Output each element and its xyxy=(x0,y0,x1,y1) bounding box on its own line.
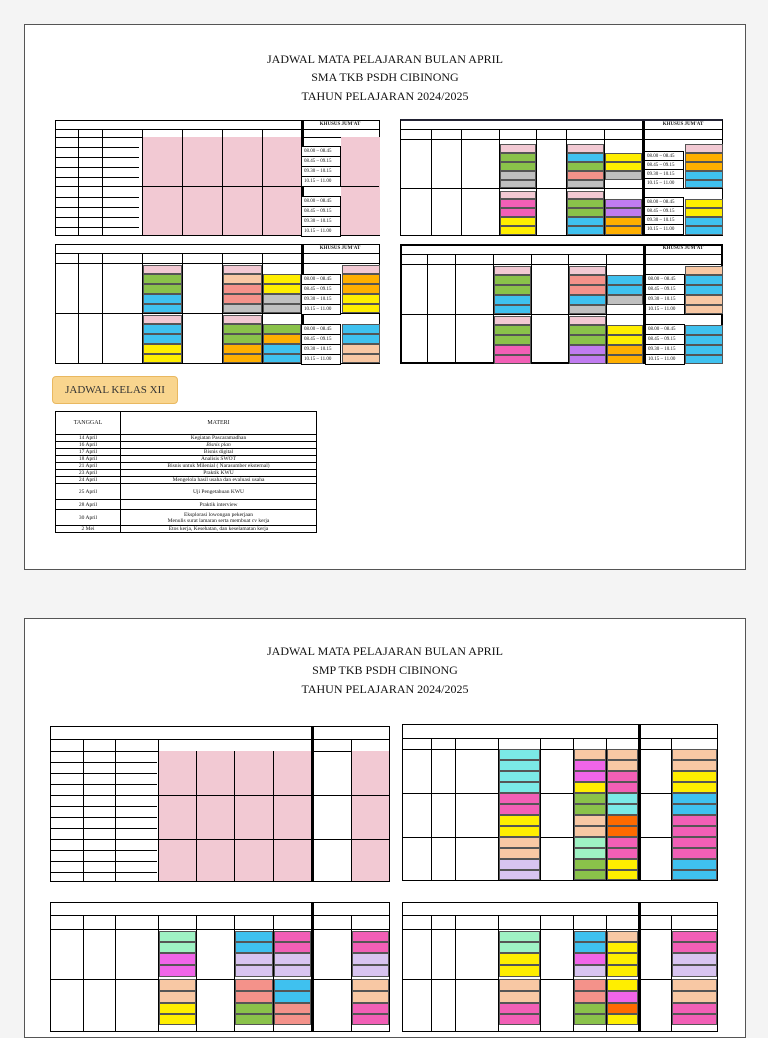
tanggal-cell: 16 April xyxy=(56,442,121,449)
tanggal-cell: 25 April xyxy=(56,484,121,500)
materi-cell: Bisnis plan xyxy=(121,442,317,449)
materi-cell: Etos kerja, Kesehatan, dan keselamatan kerja xyxy=(121,526,317,533)
smp-grid-top-left xyxy=(50,726,390,882)
materi-cell: Bisnis digital xyxy=(121,449,317,456)
sma-time-1d: 10.15 – 11.00 xyxy=(301,176,341,187)
table-row xyxy=(56,500,317,510)
materi-cell xyxy=(121,510,317,526)
sma-time-2e: 08.00 – 08.45 xyxy=(644,197,684,208)
sma-time-2d: 10.15 – 11.00 xyxy=(644,178,684,189)
sma-time-1b: 08.45 – 09.15 xyxy=(301,156,341,167)
sma-title-line3: TAHUN PELAJARAN 2024/2025 xyxy=(301,89,469,103)
table-row xyxy=(56,435,317,442)
sma-time-4d: 10.15 – 11.00 xyxy=(645,304,685,315)
table-row xyxy=(56,456,317,463)
tanggal-cell: 30 April xyxy=(56,510,121,526)
sma-time-1a: 08.00 – 08.45 xyxy=(301,146,341,157)
materi-cell: Praktik KWU xyxy=(121,470,317,477)
materi-cell: Analisis SWOT xyxy=(121,456,317,463)
sma-time-3a: 08.00 – 08.45 xyxy=(301,274,341,285)
sma-time-4f: 08.45 – 09.15 xyxy=(645,334,685,345)
smp-grid-bottom-left xyxy=(50,902,390,1032)
table-row xyxy=(56,477,317,484)
smp-tl-pink-right xyxy=(352,751,389,881)
table-row xyxy=(56,470,317,477)
sma-time-3h: 10.15 – 11.00 xyxy=(301,354,341,365)
sma-time-2h: 10.15 – 11.00 xyxy=(644,224,684,235)
sma-time-3b: 08.45 – 09.15 xyxy=(301,284,341,295)
sma-time-2b: 08.45 – 09.15 xyxy=(644,160,684,171)
sma-time-4g: 09.30 – 10.15 xyxy=(645,344,685,355)
sma-time-1f: 08.45 – 09.15 xyxy=(301,206,341,217)
sma-time-2c: 09.30 – 10.15 xyxy=(644,169,684,180)
materi-cell: Bisnis untuk Milenial ( Narasumber eksternal) xyxy=(121,463,317,470)
materi-cell: Kegiatan Pascaramadhan xyxy=(121,435,317,442)
sma-title-line1: JADWAL MATA PELAJARAN BULAN APRIL xyxy=(267,52,503,66)
sma-time-3d: 10.15 – 11.00 xyxy=(301,304,341,315)
materi-cell: Mengelola hasil usaha dan evaluasi usaha xyxy=(121,477,317,484)
tanggal-cell: 24 April xyxy=(56,477,121,484)
table-row xyxy=(56,442,317,449)
sma-time-1c: 09.30 – 10.15 xyxy=(301,166,341,177)
sma-time-4h: 10.15 – 11.00 xyxy=(645,354,685,365)
table-row xyxy=(56,510,317,526)
sma-time-1e: 08.00 – 08.45 xyxy=(301,196,341,207)
tanggal-cell: 17 April xyxy=(56,449,121,456)
tanggal-cell: 18 April xyxy=(56,456,121,463)
sma-khusus-label-3: KHUSUS JUM'AT xyxy=(319,246,361,251)
smp-grid-bottom-right xyxy=(402,902,718,1032)
materi-table-header xyxy=(56,412,317,435)
smp-title-line1: JADWAL MATA PELAJARAN BULAN APRIL xyxy=(267,644,503,658)
sma-time-4e: 08.00 – 08.45 xyxy=(645,324,685,335)
sma-time-4a: 08.00 – 08.45 xyxy=(645,274,685,285)
smp-title-line2: SMP TKB PSDH CIBINONG xyxy=(312,663,458,677)
tanggal-cell: 23 April xyxy=(56,470,121,477)
materi-line-2: Menulis surat lamaran serta membuat cv kerja xyxy=(167,517,270,524)
table-row xyxy=(56,526,317,533)
smp-tl-pink-block xyxy=(159,751,311,881)
sma-time-1h: 10.15 – 11.00 xyxy=(301,226,341,237)
sma-title-line2: SMA TKB PSDH CIBINONG xyxy=(311,70,459,84)
sma-time-2a: 08.00 – 08.45 xyxy=(644,151,684,162)
tanggal-cell: 2 Mei xyxy=(56,526,121,533)
table-row xyxy=(56,449,317,456)
sma-time-3g: 09.30 – 10.15 xyxy=(301,344,341,355)
table-row xyxy=(56,484,317,500)
materi-cell: Uji Pengetahuan KWU xyxy=(121,484,317,500)
tanggal-cell: 14 April xyxy=(56,435,121,442)
materi-cell: Praktik interview xyxy=(121,500,317,510)
sma-khusus-label-1: KHUSUS JUM'AT xyxy=(319,122,361,127)
sma-khusus-label-4: KHUSUS JUM'AT xyxy=(662,246,704,251)
sma-time-2f: 08.45 – 09.15 xyxy=(644,206,684,217)
sma-time-4c: 09.30 – 10.15 xyxy=(645,294,685,305)
kelas-xii-badge: JADWAL KELAS XII xyxy=(52,376,178,404)
sma-time-4b: 08.45 – 09.15 xyxy=(645,284,685,295)
sma-khusus-label-2: KHUSUS JUM'AT xyxy=(662,122,704,127)
sma-time-2g: 09.30 – 10.15 xyxy=(644,215,684,226)
sma-time-1g: 09.30 – 10.15 xyxy=(301,216,341,227)
materi-line-1: Eksplorasi lowongan pekerjaan xyxy=(183,511,254,518)
tanggal-header: TANGGAL xyxy=(56,412,121,435)
tanggal-cell: 28 April xyxy=(56,500,121,510)
sma-time-3e: 08.00 – 08.45 xyxy=(301,324,341,335)
smp-grid-top-right xyxy=(402,724,718,881)
sma-time-3c: 09.30 – 10.15 xyxy=(301,294,341,305)
materi-header: MATERI xyxy=(121,412,317,435)
sma-time-3f: 08.45 – 09.15 xyxy=(301,334,341,345)
table-row xyxy=(56,463,317,470)
materi-table xyxy=(55,411,317,533)
tanggal-cell: 21 April xyxy=(56,463,121,470)
smp-title-line3: TAHUN PELAJARAN 2024/2025 xyxy=(301,682,469,696)
